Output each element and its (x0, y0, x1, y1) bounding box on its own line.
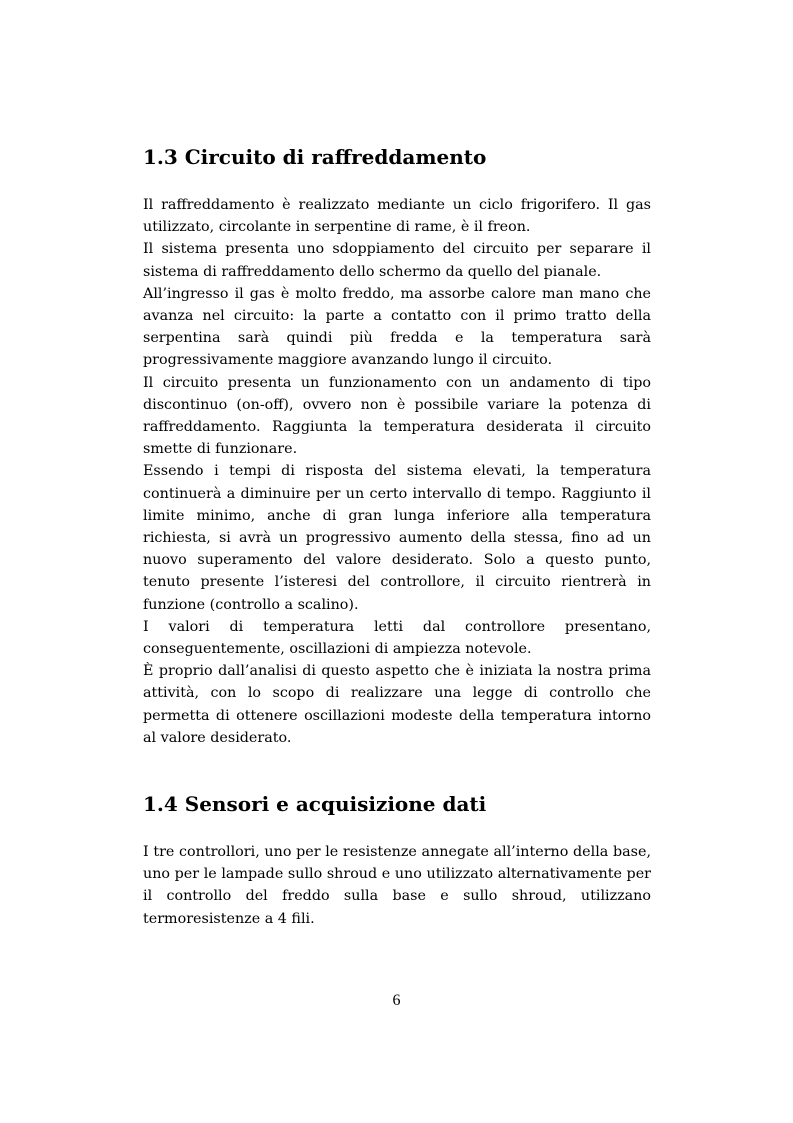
paragraph: Il raffreddamento è realizzato mediante un ciclo frigorifero. Il gas utilizzato, circolante in serpentine di rame, è il freon. (143, 197, 651, 236)
page-number: 6 (392, 992, 401, 1009)
section-circuito-raffreddamento (143, 142, 651, 749)
paragraph: Il sistema presenta uno sdoppiamento del circuito per separare il sistema di raffreddamento dello schermo da quello del pianale. (143, 241, 651, 280)
section-heading: 1.4 Sensori e acquisizione dati (143, 792, 487, 817)
paragraph: All’ingresso il gas è molto freddo, ma assorbe calore man mano che avanza nel circuito: la parte a contatto con il primo tratto della serpentina sarà quindi più fredda e la temperatura sarà progressivamente maggiore avanzando lungo il circuito. (143, 285, 651, 369)
paragraph: I valori di temperatura letti dal controllore presentano, conseguentemente, oscillazioni di ampiezza notevole. (143, 618, 651, 658)
page-content (143, 142, 651, 930)
section-body (143, 194, 651, 749)
paragraph: I tre controllori, uno per le resistenze annegate all’interno della base, uno per le lampade sullo shroud e uno utilizzato alternativamente per il controllo del freddo sulla base e sullo shroud, utilizzano termoresistenze a 4 fili. (143, 844, 651, 927)
paragraph: È proprio dall’analisi di questo aspetto che è iniziata la nostra prima attività, con lo scopo di realizzare una legge di controllo che permetta di ottenere oscillazioni modeste della temperatura intorno al valore desiderato. (143, 663, 651, 746)
paragraph: Essendo i tempi di risposta del sistema elevati, la temperatura continuerà a diminuire per un certo intervallo di tempo. Raggiunto il limite minimo, anche di gran lunga inferiore alla temperatura richiesta, si avrà un progressivo aumento della stessa, fino ad un nuovo superamento del valore desiderato. Solo a questo punto, tenuto presente l’isteresi del controllore, il circuito rientrerà in funzione (controllo a scalino). (143, 463, 651, 613)
paragraph: Il circuito presenta un funzionamento con un andamento di tipo discontinuo (on-off), ovvero non è possibile variare la potenza di raffreddamento. Raggiunta la temperatura desiderata il circuito smette di funzionare. (143, 374, 651, 458)
section-body (143, 841, 651, 930)
section-sensori-acquisizione (143, 789, 651, 930)
section-heading: 1.3 Circuito di raffreddamento (143, 145, 487, 169)
